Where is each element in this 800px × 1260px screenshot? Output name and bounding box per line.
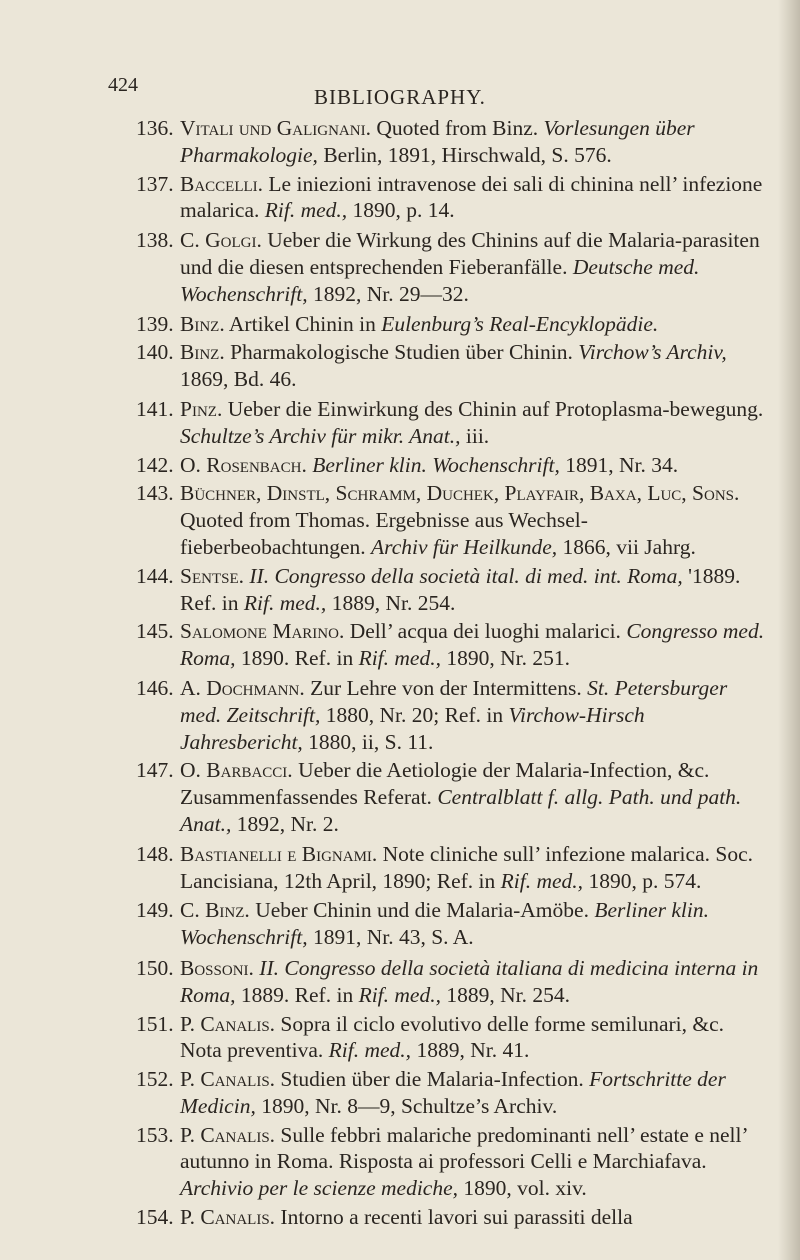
entry-text: A. [180,675,207,700]
entry-number: 143. [136,481,174,506]
source-title: Archiv für Heilkunde, [371,534,558,559]
source-title: II. Congresso della società italiana di medicina interna in Roma, [180,955,759,1007]
entry-text: 1890, p. 574. [583,868,702,893]
entry-number: 136. [136,116,174,140]
entry-text: Ueber Chinin und die Malaria-Amöbe. [249,898,595,923]
entry-text: Quoted from Thomas. Ergebnisse aus Wechsel-fieberbeobachtungen. [180,508,588,559]
source-title: Congresso med. Roma, [180,619,765,671]
entry-number: 154. [136,1205,174,1230]
entry-number: 150. [136,955,174,980]
bibliography-entry [110,618,770,672]
entry-number: 146. [136,675,174,700]
source-title: Vorlesungen über Pharmakologie, [180,116,695,167]
entry-text: Le iniezioni intravenose dei sali di chinina nell’ infezione malarica. [180,171,763,223]
entry-text: P. [180,1122,201,1147]
author-name: Barbacci. [206,758,293,783]
source-title: Berliner klin. Wochenschrift, [312,452,560,477]
entry-text: 1889. Ref. in [235,982,359,1007]
entry-text: iii. [460,423,490,448]
bibliography-entry [110,897,770,951]
author-name: Sentse. [180,563,244,588]
bibliography-entry [110,396,770,450]
source-title: Schultze’s Archiv für mikr. Anat., [180,423,461,448]
source-title: Eulenburg’s Real-Encyklopädie. [381,311,659,336]
entry-text: Dell’ acqua dei luoghi malarici. [344,619,627,644]
entry-number: 142. [136,452,174,477]
entry-text: C. [180,228,206,253]
source-title: II. Congresso della società ital. di med. int. Roma, [249,563,683,588]
page-number: 424 [108,74,138,96]
entry-text: 1891, Nr. 43, S. A. [307,925,474,950]
entry-number: 153. [136,1122,174,1147]
source-title: Rif. med., [358,982,441,1007]
entry-text: Sopra il ciclo evolutivo delle forme semilunari, &c. Nota preventiva. [180,1011,725,1063]
entry-text: 1880, Nr. 20; Ref. in [320,702,509,727]
entry-text: 1890, Nr. 8—9, Schultze’s Archiv. [255,1093,558,1118]
entry-text: P. [180,1011,201,1036]
entry-text: Zur Lehre von der Intermittens. [304,675,588,700]
author-name: Pinz. [180,396,223,421]
source-title: Rif. med., [358,646,441,671]
author-name: Canalis. [200,1011,276,1036]
entry-text: P. [180,1205,201,1230]
entry-text: Pharmakologische Studien über Chinin. [224,340,579,365]
author-name: Rosenbach. [206,452,307,477]
entry-text: Note cliniche sull’ infezione malarica. Soc. Lancisiana, 12th April, 1890; Ref. in [180,841,753,893]
bibliography-entry [110,227,770,307]
bibliography-entry [110,757,770,837]
author-name: Dochmann. [206,675,305,700]
source-title: Berliner klin. Wochenschrift, [180,898,709,950]
source-title: Archivio per le scienze mediche, [180,1176,458,1201]
author-name: Canalis. [200,1122,276,1147]
source-title: St. Petersburger med. Zeitschrift, [180,675,728,727]
bibliography-entry [110,115,770,169]
bibliography-entry [110,1066,770,1120]
source-title: Rif. med., [264,198,348,223]
author-name: Canalis. [200,1067,276,1092]
bibliography-entry [110,563,770,617]
author-name: Canalis. [200,1205,276,1230]
author-name: Binz. [205,898,250,923]
bibliography-entry [110,955,770,1009]
entry-text: Intorno a recenti lavori sui parassiti della [275,1205,633,1230]
source-title: Rif. med., [500,868,584,893]
bibliography-entry [110,171,770,225]
entry-text: O. [180,452,207,477]
entry-number: 152. [136,1067,174,1092]
entry-text: Ueber die Wirkung des Chinins auf die Malaria-parasiten und die diesen entsprechenden Fieberanfälle. [180,228,760,279]
source-title: Centralblatt f. allg. Path. und path. Anat., [180,785,742,836]
entry-text: 1889, Nr. 254. [440,982,570,1007]
running-head: BIBLIOGRAPHY. [314,85,486,109]
bibliography-entry [110,1011,770,1065]
entry-number: 145. [136,619,174,644]
bibliography-entry [110,1122,770,1202]
entry-text: 1890, Nr. 251. [440,646,570,671]
entry-number: 151. [136,1011,174,1036]
author-name: Bossoni. [180,955,254,980]
entry-text: 1892, Nr. 2. [231,811,339,836]
author-name: Büchner, Dinstl, Schramm, Duchek, Playfair, Baxa, Luc, Sons. [180,481,740,506]
bibliography-list [110,115,770,1231]
source-title: Fortschritte der Medicin, [180,1067,726,1118]
author-name: Binz. [180,340,225,365]
entry-text: Artikel Chinin in [224,311,382,336]
entry-number: 137. [136,171,174,196]
entry-text: Studien über die Malaria-Infection. [275,1067,590,1092]
entry-text: C. [180,898,206,923]
source-title: Deutsche med. Wochenschrift, [180,254,700,306]
author-name: Binz. [180,311,225,336]
bibliography-entry [110,311,770,338]
entry-number: 139. [136,311,174,336]
entry-text: 1869, Bd. 46. [180,367,297,392]
source-title: Virchow-Hirsch Jahresbericht, [180,702,645,754]
entry-text: '1889. Ref. in [180,563,741,615]
entry-text: P. [180,1067,201,1092]
entry-text: 1890, vol. xiv. [458,1176,587,1201]
entry-number: 141. [136,396,174,421]
entry-text: 1866, vii Jahrg. [557,534,696,559]
entry-number: 138. [136,228,174,253]
entry-text: 1880, ii, S. 11. [302,729,434,754]
bibliography-entry [110,841,770,895]
bibliography-entry [110,339,770,393]
entry-text: 1890. Ref. in [235,646,359,671]
entry-number: 148. [136,841,174,866]
entry-text: 1890, p. 14. [347,198,455,223]
entry-text: Sulle febbri malariche predominanti nell’ estate e nell’ autunno in Roma. Risposta ai professori Celli e Marchiafava. [180,1122,748,1174]
entry-text: 1889, Nr. 41. [411,1038,530,1063]
source-title: Rif. med., [243,590,327,615]
author-name: Vitali und Galignani. [180,116,371,140]
source-title: Rif. med., [328,1038,412,1063]
entry-text: 1889, Nr. 254. [326,590,456,615]
bibliography-entry [110,480,770,560]
author-name: Salomone Marino. [180,619,345,644]
entry-number: 149. [136,898,174,923]
source-title: Virchow’s Archiv, [578,340,727,365]
bibliography-entry [110,1204,770,1231]
entry-text: Quoted from Binz. [370,116,544,140]
bibliography-entry [110,452,770,479]
entry-text: 1892, Nr. 29—32. [307,281,469,306]
entry-text: O. [180,758,207,783]
entry-text: Ueber die Einwirkung des Chinin auf Protoplasma-bewegung. [222,396,764,421]
author-name: Baccelli. [180,171,264,196]
entry-text: 1891, Nr. 34. [559,452,679,477]
entry-text: Berlin, 1891, Hirschwald, S. 576. [317,142,612,167]
entry-number: 140. [136,340,174,365]
bibliography-entry [110,675,770,755]
entry-number: 147. [136,758,174,783]
entry-text: Ueber die Aetiologie der Malaria-Infection, &c. Zusammenfassendes Referat. [180,758,710,810]
author-name: Bastianelli e Bignami. [180,841,378,866]
author-name: Golgi. [205,228,262,253]
entry-number: 144. [136,563,174,588]
